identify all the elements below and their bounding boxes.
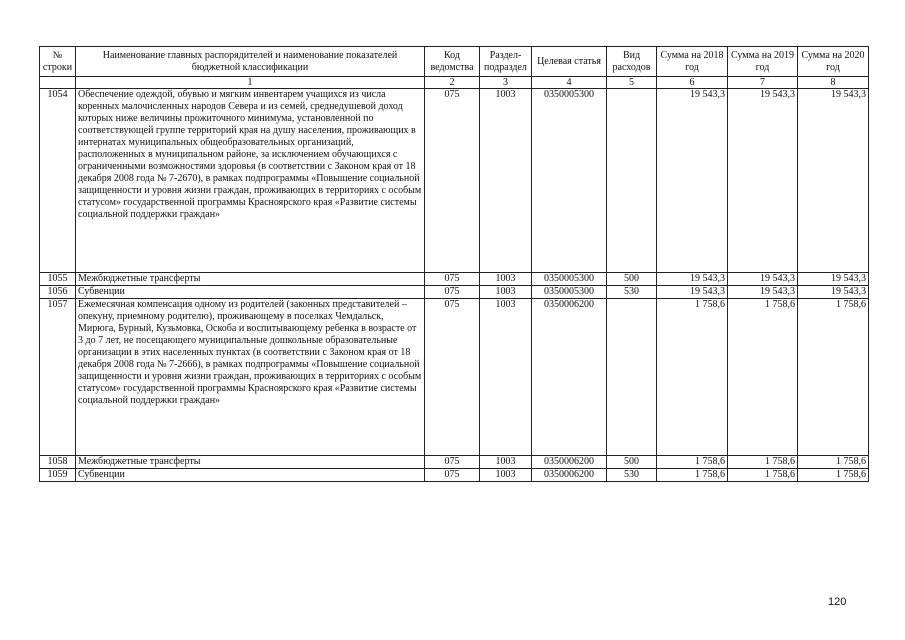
- row-sum-2020: 1 758,6: [798, 469, 869, 482]
- row-vedomstvo: 075: [425, 89, 480, 273]
- row-vid: [607, 299, 657, 456]
- table-row: [40, 456, 869, 469]
- header-name: Наименование главных распорядителей и наименование показателей бюджетной классификации: [76, 47, 425, 77]
- row-sum-2020: 1 758,6: [798, 299, 869, 456]
- row-number: 1059: [40, 469, 76, 482]
- row-sum-2018: 1 758,6: [657, 469, 728, 482]
- row-number: 1057: [40, 299, 76, 456]
- row-statya: 0350006200: [532, 469, 607, 482]
- row-vid: 530: [607, 469, 657, 482]
- row-vedomstvo: 075: [425, 286, 480, 299]
- column-number: 2: [425, 77, 480, 89]
- row-razdel: 1003: [480, 286, 532, 299]
- row-sum-2020: 19 543,3: [798, 89, 869, 273]
- row-statya: 0350006200: [532, 299, 607, 456]
- row-name: Межбюджетные трансферты: [76, 273, 425, 286]
- header-sum-2019: Сумма на 2019 год: [728, 47, 798, 77]
- row-vid: 530: [607, 286, 657, 299]
- header-sum-2020: Сумма на 2020 год: [798, 47, 869, 77]
- table-row: [40, 286, 869, 299]
- row-number: 1054: [40, 89, 76, 273]
- row-vedomstvo: 075: [425, 469, 480, 482]
- header-vedomstvo: Код ведомства: [425, 47, 480, 77]
- row-razdel: 1003: [480, 89, 532, 273]
- row-razdel: 1003: [480, 273, 532, 286]
- column-number: [40, 77, 76, 89]
- row-sum-2019: 19 543,3: [728, 286, 798, 299]
- row-sum-2019: 1 758,6: [728, 469, 798, 482]
- row-sum-2019: 19 543,3: [728, 273, 798, 286]
- row-sum-2018: 19 543,3: [657, 273, 728, 286]
- row-number: 1055: [40, 273, 76, 286]
- row-sum-2020: 19 543,3: [798, 273, 869, 286]
- row-number: 1056: [40, 286, 76, 299]
- row-sum-2020: 19 543,3: [798, 286, 869, 299]
- table-row: [40, 89, 869, 273]
- column-number: 7: [728, 77, 798, 89]
- row-statya: 0350006200: [532, 456, 607, 469]
- row-sum-2019: 19 543,3: [728, 89, 798, 273]
- page-number: 120: [828, 596, 847, 608]
- header-razdel: Раздел-подраздел: [480, 47, 532, 77]
- table-row: [40, 273, 869, 286]
- column-number: 1: [76, 77, 425, 89]
- column-number: 4: [532, 77, 607, 89]
- header-sum-2018: Сумма на 2018 год: [657, 47, 728, 77]
- row-razdel: 1003: [480, 299, 532, 456]
- header-row: [40, 47, 869, 77]
- column-number: 6: [657, 77, 728, 89]
- row-name: Межбюджетные трансферты: [76, 456, 425, 469]
- row-name: Субвенции: [76, 469, 425, 482]
- row-name: Ежемесячная компенсация одному из родителей (законных представителей – опекуну, приемному родителю), проживающему в поселках Чемдальск, Мирюга, Бурный, Кузьмовка, Оскоба и воспитывающему ребенка в возрасте от 3 до 7 лет, не посещающего муниципальные дошкольные образовательные организации в этих населенных пунктах (в соответствии с Законом края от 18 декабря 2008 года № 7-2666), в рамках подпрограммы «Повышение социальной защищенности и уровня жизни граждан, проживающих в территориях с особым статусом» государственной программы Красноярского края «Развитие системы социальной поддержки граждан»: [76, 299, 425, 456]
- column-number: 8: [798, 77, 869, 89]
- row-sum-2018: 1 758,6: [657, 299, 728, 456]
- row-number: 1058: [40, 456, 76, 469]
- header-vid: Вид расходов: [607, 47, 657, 77]
- row-sum-2019: 1 758,6: [728, 456, 798, 469]
- row-sum-2020: 1 758,6: [798, 456, 869, 469]
- row-razdel: 1003: [480, 456, 532, 469]
- column-number-row: [40, 77, 869, 89]
- row-sum-2019: 1 758,6: [728, 299, 798, 456]
- row-statya: 0350005300: [532, 273, 607, 286]
- budget-table: [39, 46, 869, 482]
- row-sum-2018: 19 543,3: [657, 89, 728, 273]
- row-vid: [607, 89, 657, 273]
- row-vedomstvo: 075: [425, 273, 480, 286]
- row-statya: 0350005300: [532, 89, 607, 273]
- header-row-number: № строки: [40, 47, 76, 77]
- header-statya: Целевая статья: [532, 47, 607, 77]
- row-sum-2018: 1 758,6: [657, 456, 728, 469]
- row-name: Субвенции: [76, 286, 425, 299]
- table-row: [40, 469, 869, 482]
- column-number: 3: [480, 77, 532, 89]
- column-number: 5: [607, 77, 657, 89]
- row-vedomstvo: 075: [425, 299, 480, 456]
- row-vid: 500: [607, 456, 657, 469]
- row-statya: 0350005300: [532, 286, 607, 299]
- row-razdel: 1003: [480, 469, 532, 482]
- row-vid: 500: [607, 273, 657, 286]
- row-sum-2018: 19 543,3: [657, 286, 728, 299]
- row-vedomstvo: 075: [425, 456, 480, 469]
- row-name: Обеспечение одеждой, обувью и мягким инвентарем учащихся из числа коренных малочисленных народов Севера и из семей, среднедушевой доход которых ниже величины прожиточного минимума, установленной по соответствующей группе территорий края на душу населения, проживающих в интернатах муниципальных общеобразовательных организаций, расположенных в муниципальном районе, за исключением обучающихся с ограниченными возможностями здоровья (в соответствии с Законом края от 18 декабря 2008 года № 7-2670), в рамках подпрограммы «Повышение социальной защищенности и уровня жизни граждан, проживающих в территориях с особым статусом» государственной программы Красноярского края «Развитие системы социальной поддержки граждан»: [76, 89, 425, 273]
- table-row: [40, 299, 869, 456]
